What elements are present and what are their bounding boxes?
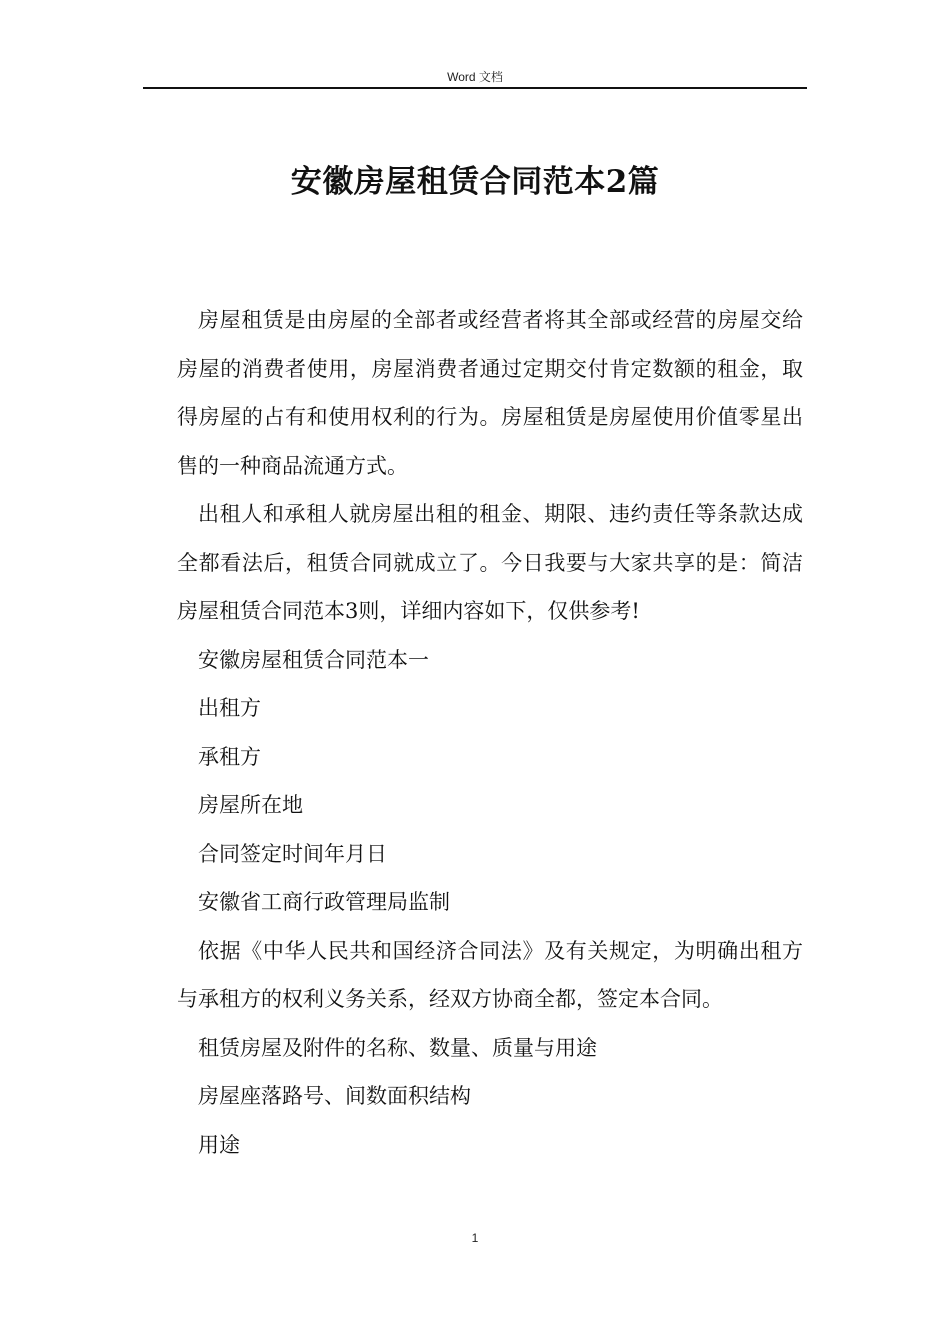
paragraph-lessor: 出租方 [198,696,261,720]
paragraph-property-address: 房屋座落路号、间数面积结构 [198,1084,471,1108]
paragraph-property-items: 租赁房屋及附件的名称、数量、质量与用途 [198,1035,597,1060]
paragraph-supervisor: 安徽省工商行政管理局监制 [198,890,450,914]
header-divider [143,87,807,89]
document-title: 安徽房屋租赁合同范本2篇 [290,164,660,200]
page-number: 1 [471,1231,479,1245]
paragraph-signing-date: 合同签定时间年月日 [198,841,387,866]
paragraph-sample-heading: 安徽房屋租赁合同范本一 [198,647,429,672]
page-header: Word 文档 [447,70,503,84]
paragraph-contract-formation: 出租人和承租人就房屋出租的租金、期限、违约责任等条款达成全都看法后，租赁合同就成立了。今日我要与大家共享的是：简洁房屋租赁合同范本3则，详细内容如下，仅供参考! [177,502,803,623]
paragraph-property-location: 房屋所在地 [198,793,303,817]
paragraph-lessee: 承租方 [198,744,261,769]
paragraph-legal-basis: 依据《中华人民共和国经济合同法》及有关规定，为明确出租方与承租方的权利义务关系，经双方协商全都，签定本合同。 [177,938,803,1011]
document-body [177,296,803,1169]
paragraph-usage: 用途 [198,1132,240,1157]
paragraph-intro: 房屋租赁是由房屋的全部者或经营者将其全部或经营的房屋交给房屋的消费者使用，房屋消费者通过定期交付肯定数额的租金，取得房屋的占有和使用权利的行为。房屋租赁是房屋使用价值零星出售的一种商品流通方式。 [177,308,803,478]
